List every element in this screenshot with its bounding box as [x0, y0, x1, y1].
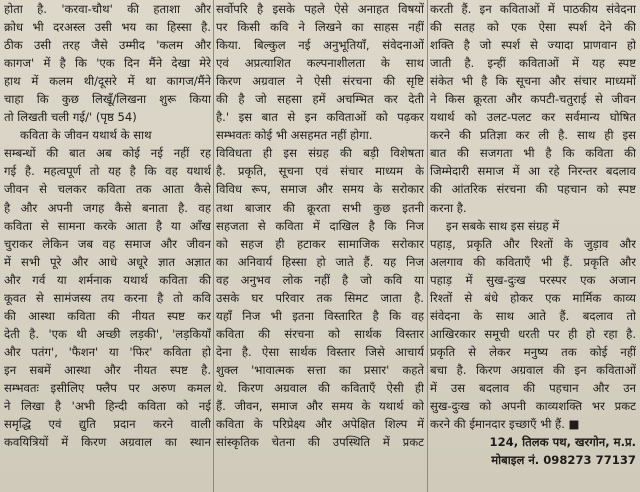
text-line: की है जो सहसा हमें अचम्भित कर देती	[216, 92, 424, 107]
text-line: क्रोध भी दरअस्ल उसी भय का हिस्सा है.	[4, 20, 211, 35]
text-line: बचा है. किरण अग्रवाल की इन कविताओं	[430, 362, 636, 377]
text-line: कागज' में है कि 'एक दिन मैंने देखा मेरे	[4, 56, 211, 71]
text-line: वह अनुभव लोक नहीं है जो कवि या	[216, 272, 424, 287]
text-line: आखिरकार समूची धरती पर ही हो रहा है.	[430, 326, 636, 341]
text-line: बात की सजगता भी है कि कविता की	[430, 146, 636, 161]
text-line: किया. बिल्कुल नई अनुभूतियाँ, संवेदनाओं	[216, 38, 424, 53]
text-column-1	[4, 0, 211, 492]
text-line: पर किसी कवि ने लिखने का साहस नहीं	[216, 20, 424, 35]
text-line: की आस्था कविता की नीयत स्पष्ट कर	[4, 308, 211, 323]
text-line: होता है. 'करवा-चौथ' की हताशा और	[4, 2, 211, 16]
text-line: है और अपनी जगह कैसे बनाता है. वह	[4, 200, 211, 215]
author-contact-line: मोबाइल नं. 098273 77137	[491, 453, 636, 468]
text-line: में सभी पूरे और आधे अधूरे ज्ञात अज्ञात	[4, 254, 211, 269]
text-line: और पतंग', 'फैशन' या 'फिर' कविता हो	[4, 344, 211, 359]
text-line: किरण अग्रवाल ने ऐसी संरचना की सृष्टि	[216, 74, 424, 89]
text-line: चुराकर लेकिन जब वह समाज और जीवन	[4, 236, 211, 251]
text-line: का अनिवार्य हिस्सा हो जाते हैं. यह निज	[216, 254, 424, 269]
text-line: ने किस क्रूरता और कपटी-चतुराई से जीवन	[430, 92, 636, 107]
text-line: जाती है. इन्हीं कविताओं में यह स्पष्ट	[430, 56, 636, 71]
text-line: सुख-दुःख को अपनी काव्यशक्ति भर प्रकट	[430, 399, 636, 414]
text-line: करने की प्रतिज्ञा कर ली है. साथ ही इस	[430, 128, 636, 143]
text-line: विविधता ही इस संग्रह की बड़ी विशेषता	[216, 146, 424, 161]
text-line: यहाँ निज भी इतना विस्तारित है कि वह	[216, 308, 424, 323]
text-line: कवयित्रियों में किरण अग्रवाल का स्थान	[4, 435, 211, 450]
text-line: की सतह को एक ऐसा स्पर्श देने की	[430, 20, 636, 35]
text-line: सम्बन्धों की बात अब कोई नई नहीं रह	[4, 146, 211, 161]
text-line: अलगाव की कविताएँ भी हैं. प्रकृति और	[430, 254, 636, 269]
text-line: करना है.	[430, 200, 467, 215]
text-line: कूवत से सामंजस्य तय करना है तो कवि	[4, 290, 211, 305]
text-line: सहजता से कविता में दाखिल है कि निज	[216, 218, 424, 233]
text-line: तो लिखती चली गई/' (पृष्ठ 54)	[4, 110, 137, 125]
text-line: कविता की संरचना को सार्थक विस्तार	[216, 326, 424, 341]
column-divider	[213, 0, 214, 492]
text-line: शुक्ल 'भावात्मक सत्ता का प्रसार' कहते	[216, 362, 424, 377]
text-line: ने लिखा है 'अभी हिन्दी कविता को नई	[4, 399, 211, 414]
text-line: सांस्कृतिक चेतना की उपस्थिति में प्रकट	[216, 435, 424, 450]
text-line: गई है. महत्वपूर्ण तो यह है कि वह यथार्थ	[4, 164, 211, 179]
column-divider	[427, 0, 428, 492]
text-line: कविता के परिप्रेक्ष्य और अपेक्षित शिल्प में	[216, 417, 424, 432]
text-line: यथार्थ को उलट-पलट कर सर्वमान्य घोषित	[430, 110, 636, 125]
text-line: सम्भवतः कोई भी असहमत नहीं होगा.	[216, 128, 373, 143]
text-line: पहाड़, प्रकृति और रिश्तों के जुड़ाव और	[430, 236, 636, 251]
text-line: उसके घर परिवार तक सिमट जाता है.	[216, 290, 424, 305]
text-line: प्रकृति से लेकर मनुष्य तक कोई नहीं	[430, 344, 636, 359]
text-line: विविध रूप, समाज और समय के सरोकार	[216, 182, 424, 197]
text-line: सर्वोपरि है इसके पहले ऐसे अनाहत विषयों	[216, 2, 424, 16]
text-line: थे. किरण अग्रवाल की कविताएँ ऐसी ही	[216, 380, 424, 395]
text-line: शक्ति है जो स्पर्श से ज्यादा प्राणवान हो	[430, 38, 636, 53]
text-column-3	[430, 0, 636, 492]
text-line: चाहा कि कुछ लिखूँ/लिखना शुरू किया	[4, 92, 211, 107]
text-column-2	[216, 0, 424, 492]
text-line: पहाड़ में सुख-दुःख परस्पर एक अजान	[430, 272, 636, 287]
text-line: करने की ईमानदार इच्छाएँ भी हैं. ■	[430, 417, 580, 432]
text-line: में उस बदलाव की पहचान और उन	[430, 380, 636, 395]
author-contact-line: 124, तिलक पथ, खरगोन, म.प्र.	[489, 435, 636, 450]
text-line: देना है. ऐसा सार्थक विस्तार जिसे आचार्य	[216, 344, 424, 359]
text-line: सम्भवतः इसीलिए फ्लैप पर अरुण कमल	[4, 380, 211, 395]
text-line: हाथ में कलम थी/दूसरे में था कागज/मैंने	[4, 74, 211, 89]
text-line: और गर्व या शर्मनाक यथार्थ कविता की	[4, 272, 211, 287]
text-line: संवेदना के साथ आते हैं. बदलाव तो	[430, 308, 636, 323]
text-line: संकेत भी है कि सूचना और संचार माध्यमों	[430, 74, 636, 89]
text-line: समृद्धि एवं द्युति प्रदान करने वाली	[4, 417, 211, 432]
text-line: कविता से सामना करके आता है या आँख	[4, 218, 211, 233]
text-line: कविता के जीवन यथार्थ के साथ	[20, 128, 152, 143]
text-line: देती है. 'एक थी अच्छी लड़की', 'लड़कियाँ	[4, 326, 211, 341]
text-line: जीवन से चलकर कविता तक आता कैसे	[4, 182, 211, 197]
text-line: करती हैं. इन कविताओं में पाठकीय संवेदना	[430, 2, 636, 16]
text-line: तथा बाजार की क्रूरता सभी कुछ इतनी	[216, 200, 424, 215]
text-line: हैं. जीवन, समाज और समय के यथार्थ को	[216, 399, 424, 414]
text-line: ठीक उसी तरह जैसे उम्मीद 'कलम और	[4, 38, 211, 53]
text-line: है.' इस बात से इन कविताओं को पढ़कर	[216, 110, 424, 125]
text-line: इन सबके साथ इस संग्रह में	[446, 218, 560, 233]
text-line: इन सबमें आस्था और नीयत स्पष्ट है.	[4, 362, 211, 377]
text-line: रिश्तों से बंधे होकर एक मार्मिक काव्य	[430, 290, 636, 305]
text-line: की आंतरिक संरचना की पहचान को स्पष्ट	[430, 182, 636, 197]
text-line: एवं अप्रत्याशित कल्पनाशीलता के साथ	[216, 56, 424, 71]
text-line: को सहज ही हटाकर सामाजिक सरोकार	[216, 236, 424, 251]
text-line: है. प्रकृति, सूचना एवं संचार माध्यम के	[216, 164, 424, 179]
text-line: जिम्मेदारी समाज में आ रहे निरन्तर बदलाव	[430, 164, 636, 179]
